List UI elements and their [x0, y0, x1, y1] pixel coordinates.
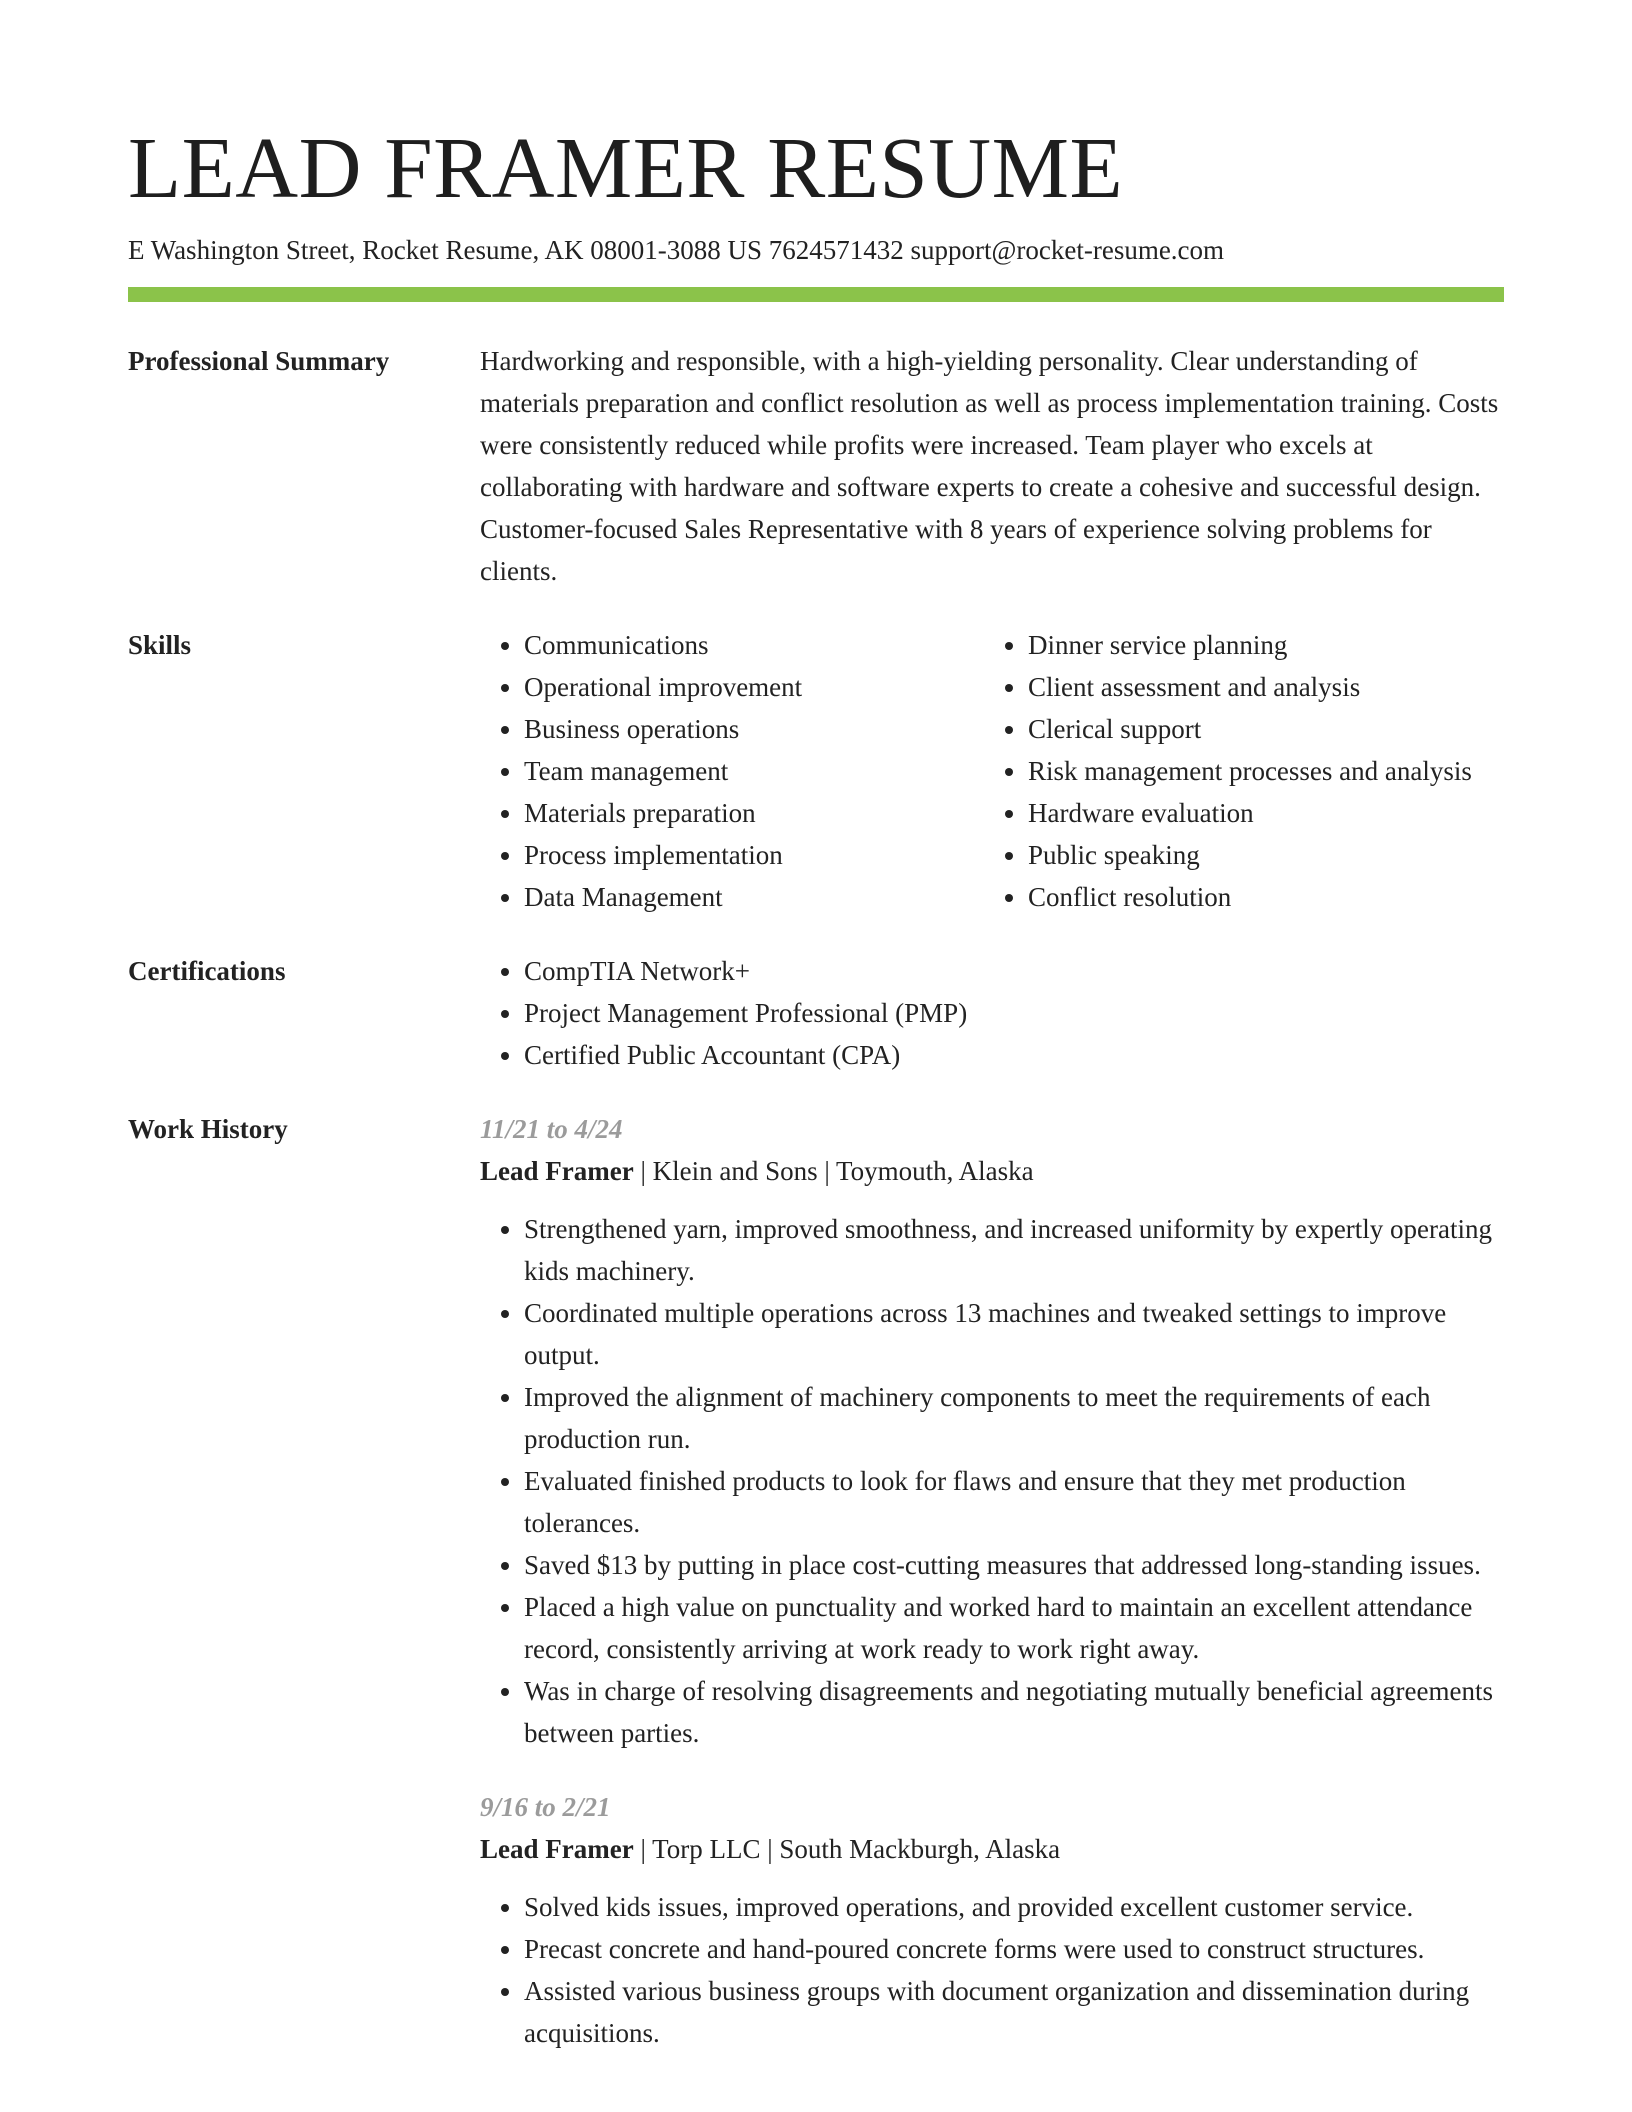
job-date: 9/16 to 2/21 — [480, 1792, 611, 1822]
list-item: • CompTIA Network+ — [524, 950, 1504, 992]
resume-title: LEAD FRAMER RESUME — [128, 119, 1124, 216]
job-date: 11/21 to 4/24 — [480, 1114, 623, 1144]
list-item: • Materials preparation — [524, 792, 984, 834]
summary-label: Professional Summary — [128, 346, 390, 376]
job-bullets — [480, 1886, 1504, 2054]
list-item: • Clerical support — [1028, 708, 1488, 750]
work-history-label: Work History — [128, 1114, 288, 1144]
list-item: • Business operations — [524, 708, 984, 750]
list-item: • Certified Public Accountant (CPA) — [524, 1034, 1504, 1076]
certifications-section — [128, 950, 1504, 1076]
skills-list-left — [480, 624, 984, 918]
list-item: • Dinner service planning — [1028, 624, 1488, 666]
list-item: • Team management — [524, 750, 984, 792]
accent-divider — [128, 287, 1504, 302]
summary-section — [128, 340, 1504, 592]
list-item: • Strengthened yarn, improved smoothness, and increased uniformity by expertly operating kids machinery. — [524, 1208, 1504, 1292]
job-entry — [480, 1786, 1504, 2054]
list-item: • Data Management — [524, 876, 984, 918]
job-heading — [480, 1828, 1504, 1870]
list-item: • Project Management Professional (PMP) — [524, 992, 1504, 1034]
list-item: • Risk management processes and analysis — [1028, 750, 1488, 792]
job-title: Lead Framer — [480, 1834, 634, 1864]
list-item: • Process implementation — [524, 834, 984, 876]
job-details: | Torp LLC | South Mackburgh, Alaska — [633, 1834, 1061, 1864]
list-item: • Improved the alignment of machinery components to meet the requirements of each production run. — [524, 1376, 1504, 1460]
list-item: • Public speaking — [1028, 834, 1488, 876]
list-item: • Saved $13 by putting in place cost-cutting measures that addressed long-standing issues. — [524, 1544, 1504, 1586]
job-title: Lead Framer — [480, 1156, 634, 1186]
work-history-section — [128, 1108, 1504, 2054]
list-item: • Operational improvement — [524, 666, 984, 708]
list-item: • Was in charge of resolving disagreements and negotiating mutually beneficial agreements between parties. — [524, 1670, 1504, 1754]
resume-page — [128, 118, 1504, 2054]
certifications-label: Certifications — [128, 956, 286, 986]
list-item: • Communications — [524, 624, 984, 666]
skills-list-right — [984, 624, 1488, 918]
certifications-list — [480, 950, 1504, 1076]
summary-text: Hardworking and responsible, with a high-yielding personality. Clear understanding of materials preparation and conflict resolution as well as process implementation training. Costs were consistently reduced while profits were increased. Team player who excels at collaborating with hardware and software experts to create a cohesive and successful design. Customer-focused Sales Representative with 8 years of experience solving problems for clients. — [480, 346, 1499, 586]
list-item: • Coordinated multiple operations across 13 machines and tweaked settings to improve output. — [524, 1292, 1504, 1376]
list-item: • Solved kids issues, improved operations, and provided excellent customer service. — [524, 1886, 1504, 1928]
contact-line: E Washington Street, Rocket Resume, AK 08001-3088 US 7624571432 support@rocket-resume.com — [128, 235, 1225, 265]
list-item: • Precast concrete and hand-poured concrete forms were used to construct structures. — [524, 1928, 1504, 1970]
list-item: • Assisted various business groups with document organization and dissemination during acquisitions. — [524, 1970, 1504, 2054]
job-details: | Klein and Sons | Toymouth, Alaska — [633, 1156, 1034, 1186]
list-item: • Conflict resolution — [1028, 876, 1488, 918]
job-entry — [480, 1108, 1504, 1754]
job-heading — [480, 1150, 1504, 1192]
list-item: • Placed a high value on punctuality and worked hard to maintain an excellent attendance record, consistently arriving at work ready to work right away. — [524, 1586, 1504, 1670]
job-bullets — [480, 1208, 1504, 1754]
skills-section — [128, 624, 1504, 918]
list-item: • Hardware evaluation — [1028, 792, 1488, 834]
list-item: • Evaluated finished products to look for flaws and ensure that they met production tolerances. — [524, 1460, 1504, 1544]
list-item: • Client assessment and analysis — [1028, 666, 1488, 708]
skills-label: Skills — [128, 630, 192, 660]
